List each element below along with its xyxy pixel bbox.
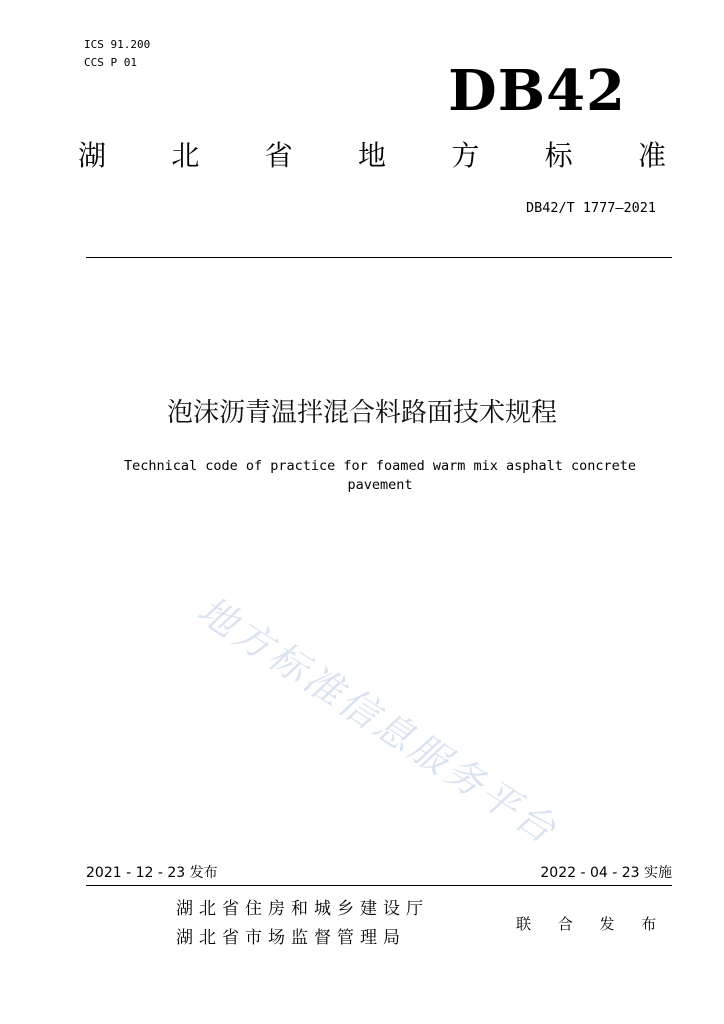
document-title-chinese: 泡沫沥青温拌混合料路面技术规程: [166, 398, 557, 428]
issue-date: 2021 - 12 - 23 发布: [86, 865, 218, 881]
issuer-housing-department: 湖北省住房和城乡建设厅: [176, 899, 429, 919]
bottom-divider: [86, 885, 672, 886]
standard-number: DB42/T 1777—2021: [525, 200, 656, 216]
top-divider: [86, 257, 672, 258]
document-title-english: Technical code of practice for foamed warm mix asphalt concrete pavement: [123, 458, 637, 493]
implementation-date: 2022 - 04 - 23 实施: [540, 865, 672, 881]
standard-type-char: 湖: [78, 139, 107, 172]
standard-type-char: 标: [544, 139, 573, 172]
ics-code: ICS 91.200: [84, 38, 151, 51]
issuer-market-regulation: 湖北省市场监督管理局: [176, 928, 406, 948]
standard-type-char: 准: [637, 139, 666, 172]
standard-type-char: 方: [451, 139, 480, 172]
standard-code-logo: DB42: [448, 58, 626, 124]
ccs-code: CCS P 01: [84, 56, 137, 69]
standard-type-char: 地: [357, 139, 386, 172]
watermark-text: 地方标准信息服务平台: [189, 587, 567, 854]
joint-release-label: 联 合 发 布: [516, 915, 668, 933]
standard-type-char: 北: [171, 139, 200, 172]
standard-type-char: 省: [264, 139, 293, 172]
standard-type-heading: [78, 138, 666, 174]
